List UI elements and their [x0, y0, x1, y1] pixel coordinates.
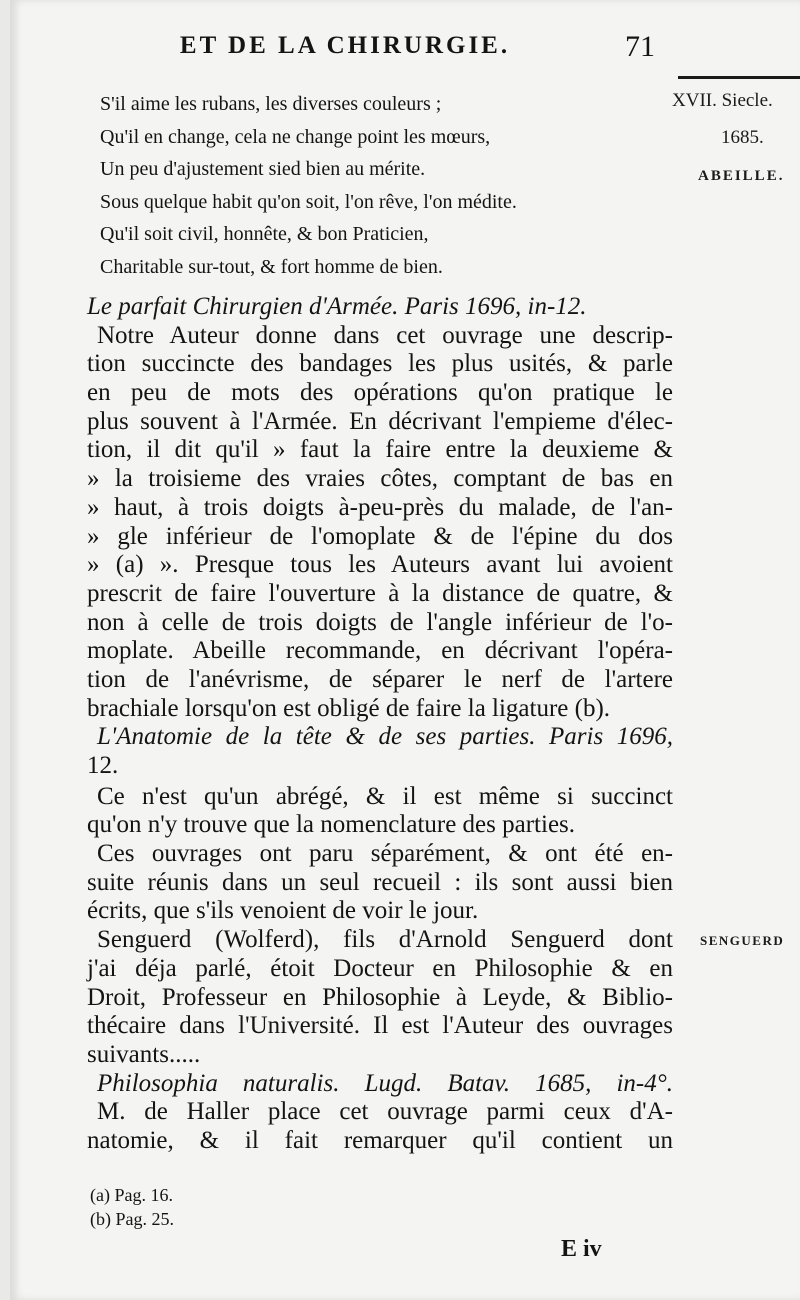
verse-line: Qu'il soit civil, honnête, & bon Praticien, [100, 223, 429, 245]
footnote-a: (a) Pag. 16. [90, 1185, 173, 1205]
verse-line: Charitable sur-tout, & fort homme de bien. [100, 255, 443, 278]
text-line: j'ai déja parlé, étoit Docteur en Philosophie & en [87, 954, 673, 982]
margin-note-abeille: ABEILLE. [698, 168, 785, 184]
book-page [10, 0, 800, 1300]
text-line: M. de Haller place cet ouvrage parmi ceux d'A- [97, 1098, 673, 1126]
text-line: thécaire dans l'Université. Il est l'Auteur des ouvrages [87, 1012, 673, 1040]
margin-note-year: 1685. [721, 127, 764, 148]
text-line: moplate. Abeille recommande, en décrivant l'opéra- [87, 637, 673, 665]
text-line: en peu de mots des opérations qu'on pratique le [87, 379, 673, 407]
text-line: plus souvent à l'Armée. En décrivant l'empieme d'élec- [87, 407, 673, 435]
text-line: » gle inférieur de l'omoplate & de l'épine du dos [87, 522, 673, 550]
text-line: tion succincte des bandages les plus usités, & parle [87, 350, 673, 378]
text-line: brachiale lorsqu'on est obligé de faire la ligature (b). [87, 694, 611, 722]
margin-rule [678, 76, 800, 79]
footnotes [90, 1183, 174, 1231]
text-line: suite réunis dans un seul recueil : ils sont aussi bien [87, 868, 673, 896]
running-head: ET DE LA CHIRURGIE. [179, 32, 511, 59]
text-line: Notre Auteur donne dans cet ouvrage une descrip- [97, 321, 673, 349]
text-line: Senguerd (Wolferd), fils d'Arnold Senguerd dont [97, 926, 673, 954]
text-line: suivants..... [87, 1040, 201, 1068]
text-line: natomie, & il fait remarquer qu'il contient un [87, 1126, 673, 1154]
text-line: tion de l'anévrisme, de séparer le nerf de l'artere [87, 665, 673, 693]
book-title-chirurgien-armee: Le parfait Chirurgien d'Armée. Paris 1696, in-12. [87, 293, 587, 320]
text-line: écrits, que s'ils venoient de voir le jour. [87, 897, 479, 925]
text-line: qu'on n'y trouve que la nomenclature des parties. [87, 811, 576, 839]
body-text [87, 293, 673, 1156]
verse-block [100, 88, 517, 283]
verse-line: S'il aime les rubans, les diverses couleurs ; [100, 93, 442, 115]
text-line: Droit, Professeur en Philosophie à Leyde, & Biblio- [87, 983, 673, 1011]
text-line: tion, il dit qu'il » faut la faire entre la deuxieme & [87, 436, 673, 464]
verse-line: Sous quelque habit qu'on soit, l'on rêve, l'on médite. [100, 190, 517, 213]
text-line: prescrit de faire l'ouverture à la distance de quatre, & [87, 579, 673, 607]
signature-mark: E iv [561, 1236, 602, 1262]
text-line: Ces ouvrages ont paru séparément, & ont été en- [97, 840, 673, 868]
text-line: Ce n'est qu'un abrégé, & il est même si succinct [97, 782, 673, 810]
text-line: » haut, à trois doigts à-peu-près du malade, de l'an- [87, 493, 673, 521]
book-title-philosophia-naturalis: Philosophia naturalis. Lugd. Batav. 1685, in-4°. [97, 1069, 673, 1097]
footnote-b: (b) Pag. 25. [90, 1209, 174, 1229]
text-line: 12. [87, 752, 119, 779]
page-number: 71 [625, 30, 655, 63]
verse-line: Qu'il en change, cela ne change point les mœurs, [100, 125, 491, 148]
margin-note-senguerd: SENGUERD [700, 933, 785, 948]
text-line: » la troisieme des vraies côtes, comptant de bas en [87, 465, 673, 493]
book-title-anatomie-tete: L'Anatomie de la tête & de ses parties. Paris 1696, [97, 723, 673, 751]
text-line: non à celle de trois doigts de l'angle inférieur de l'o- [87, 608, 673, 636]
text-line: » (a) ». Presque tous les Auteurs avant lui avoient [87, 551, 673, 579]
verse-line: Un peu d'ajustement sied bien au mérite. [100, 158, 426, 180]
margin-note-century: XVII. Siecle. [672, 90, 773, 111]
